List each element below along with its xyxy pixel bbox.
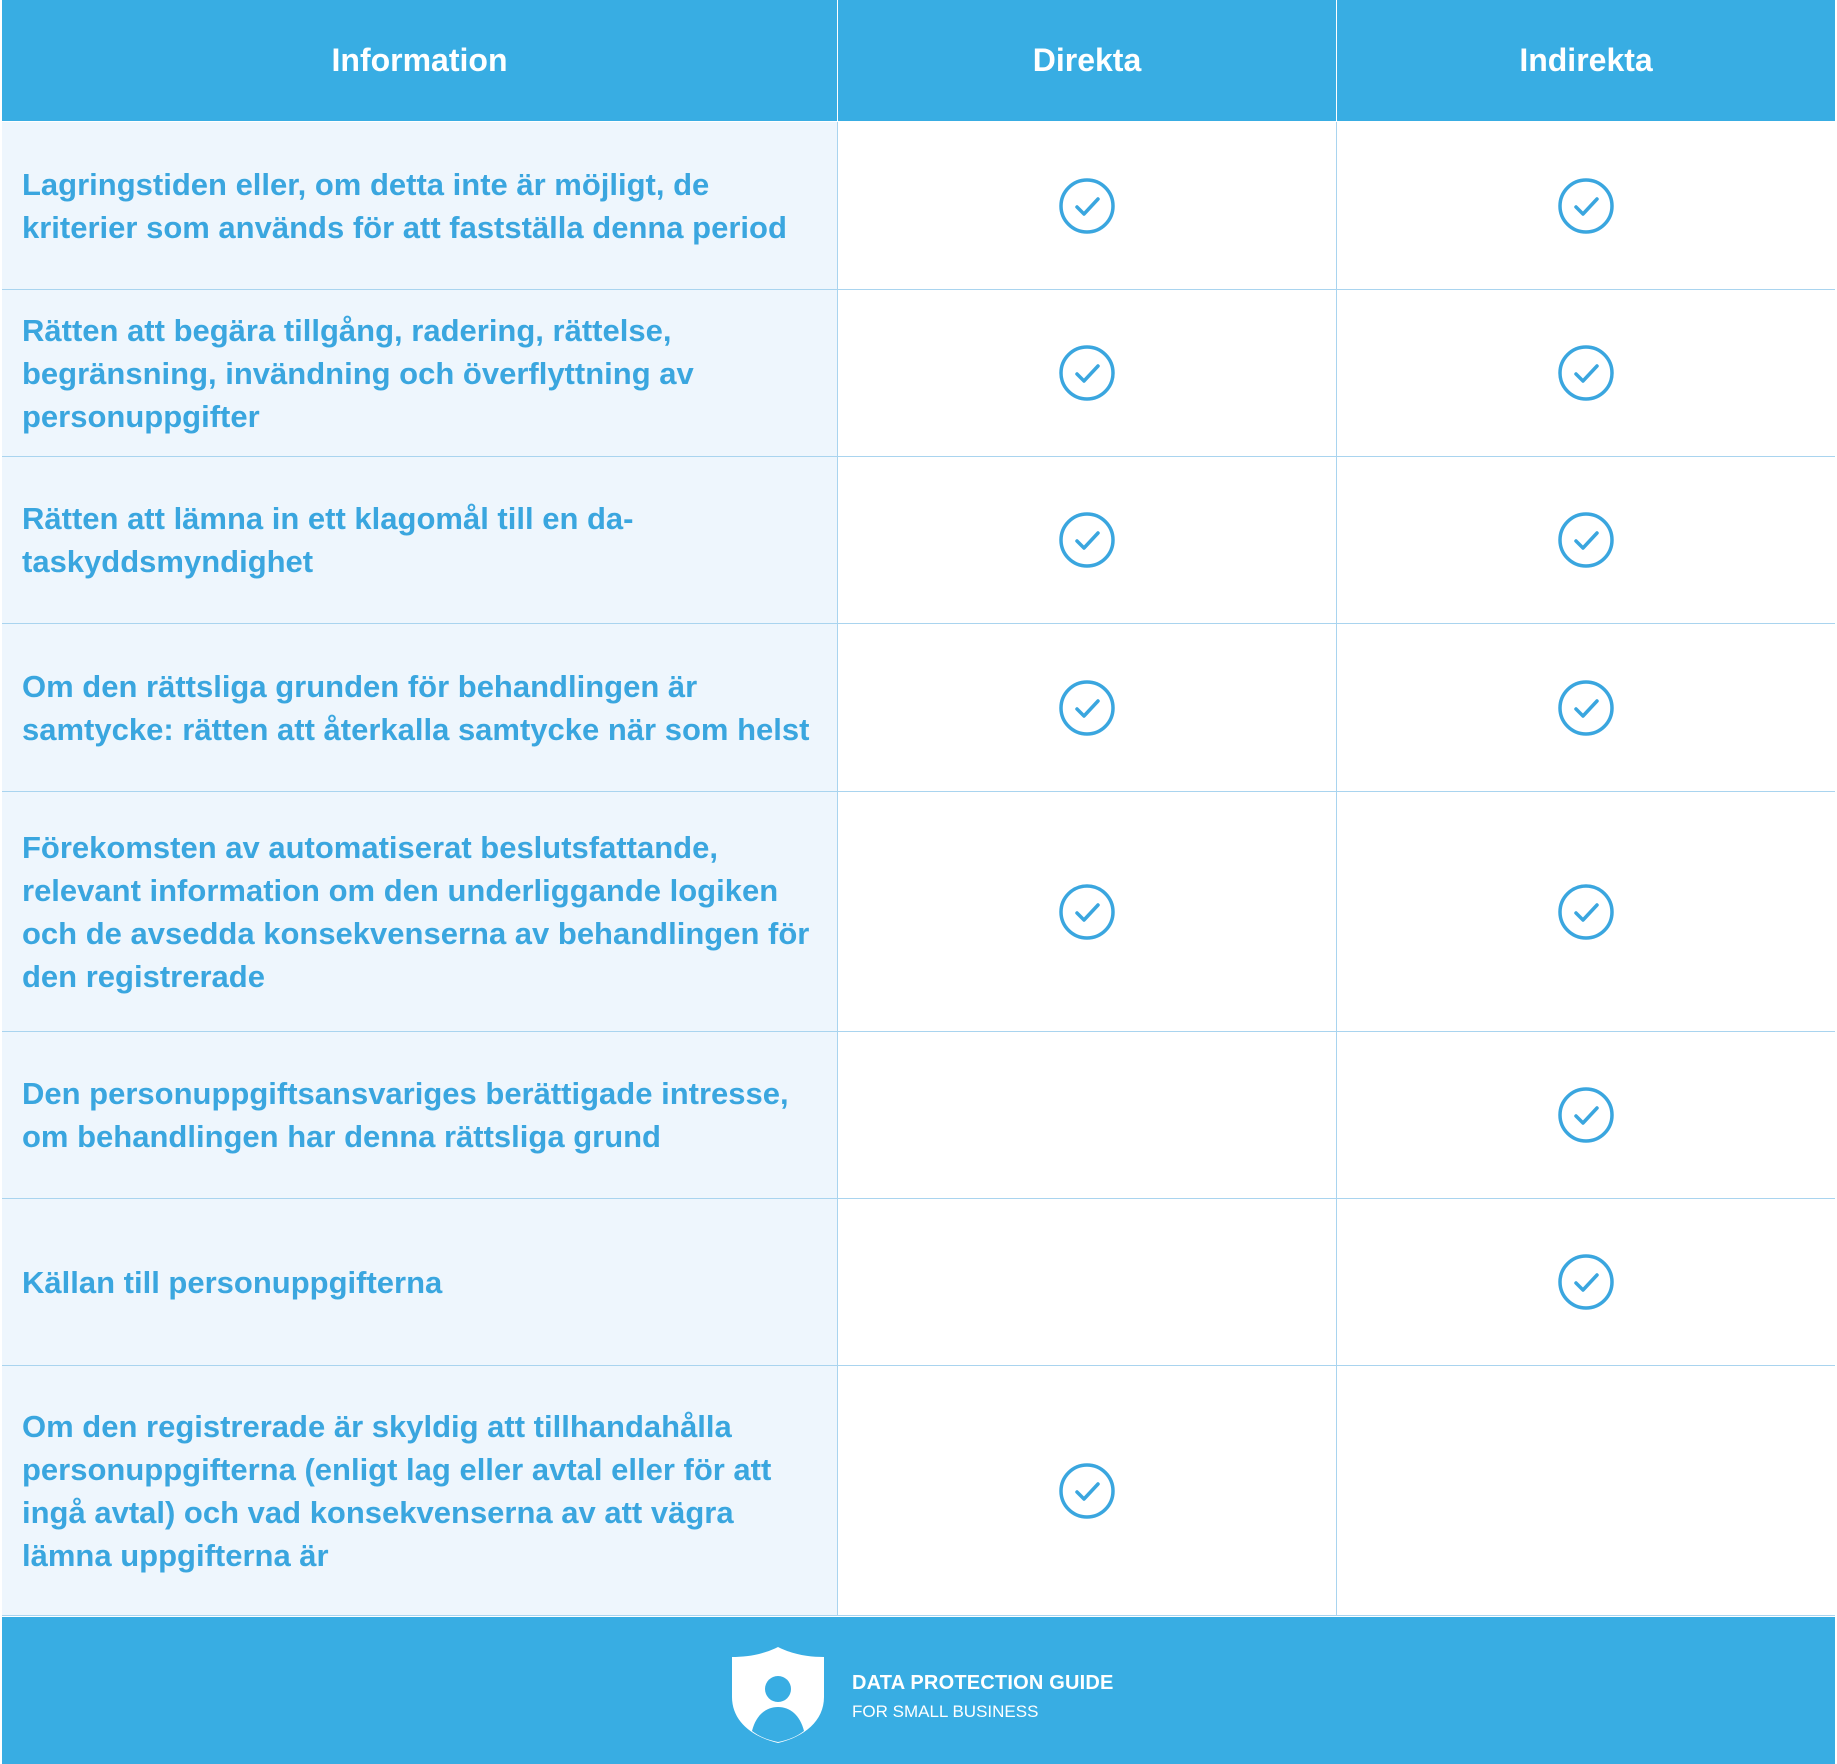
table-row [2, 792, 1835, 1032]
check-circle-icon [1058, 1462, 1116, 1520]
direkta-cell [838, 1032, 1337, 1198]
information-cell: Källan till personuppgifterna [2, 1199, 838, 1365]
indirekta-cell [1337, 457, 1835, 623]
header-direkta: Direkta [838, 0, 1337, 121]
check-circle-icon [1557, 344, 1615, 402]
direkta-cell [838, 457, 1337, 623]
direkta-cell [838, 1199, 1337, 1365]
information-cell: Den personuppgiftsansvariges berättigade intresse, om behandlingen har denna rättsliga grund [2, 1032, 838, 1198]
information-cell: Lagringstiden eller, om detta inte är möjligt, de kriterier som används för att fastställa denna period [2, 122, 838, 289]
check-circle-icon [1557, 883, 1615, 941]
direkta-cell [838, 290, 1337, 456]
check-circle-icon [1058, 883, 1116, 941]
information-cell: Förekomsten av automatiserat beslutsfattande, relevant information om den underliggande logiken och de avsedda konsekvenserna av behandlingen för den registrerade [2, 792, 838, 1031]
information-cell: Om den rättsliga grunden för behandlingen är samtycke: rätten att återkalla samtycke när som helst [2, 624, 838, 791]
check-circle-icon [1557, 177, 1615, 235]
table-body [2, 122, 1835, 1616]
indirekta-cell [1337, 792, 1835, 1031]
direkta-cell [838, 1366, 1337, 1615]
table-row [2, 290, 1835, 457]
check-circle-icon [1058, 511, 1116, 569]
direkta-cell [838, 122, 1337, 289]
table-row [2, 122, 1835, 290]
header-information: Information [2, 0, 838, 121]
check-circle-icon [1058, 679, 1116, 737]
shield-person-icon [730, 1645, 826, 1745]
check-circle-icon [1557, 1086, 1615, 1144]
footer-banner [2, 1617, 1835, 1764]
check-circle-icon [1557, 1253, 1615, 1311]
indirekta-cell [1337, 624, 1835, 791]
check-circle-icon [1557, 511, 1615, 569]
check-circle-icon [1557, 679, 1615, 737]
information-cell: Om den registrerade är skyldig att tillhandahålla personuppgifterna (enligt lag eller avtal eller för att ingå avtal) och vad konsekvenserna av att vägra lämna uppgifterna är [2, 1366, 838, 1615]
information-cell: Rätten att begära tillgång, radering, rättelse, begränsning, invändning och överflyttning av personuppgifter [2, 290, 838, 456]
indirekta-cell [1337, 1032, 1835, 1198]
check-circle-icon [1058, 344, 1116, 402]
information-cell: Rätten att lämna in ett klagomål till en da-taskyddsmyndighet [2, 457, 838, 623]
indirekta-cell [1337, 1366, 1835, 1615]
check-circle-icon [1058, 177, 1116, 235]
comparison-table [2, 0, 1835, 1616]
table-row [2, 1366, 1835, 1616]
brand-subtitle: FOR SMALL BUSINESS [852, 1702, 1039, 1721]
header-indirekta: Indirekta [1519, 42, 1653, 78]
table-row [2, 1199, 1835, 1366]
table-header-row [2, 0, 1835, 122]
indirekta-cell [1337, 1199, 1835, 1365]
brand-title: DATA PROTECTION GUIDE [852, 1672, 1114, 1694]
direkta-cell [838, 792, 1337, 1031]
table-row [2, 624, 1835, 792]
direkta-cell [838, 624, 1337, 791]
indirekta-cell [1337, 290, 1835, 456]
table-row [2, 457, 1835, 624]
table-row [2, 1032, 1835, 1199]
indirekta-cell [1337, 122, 1835, 289]
